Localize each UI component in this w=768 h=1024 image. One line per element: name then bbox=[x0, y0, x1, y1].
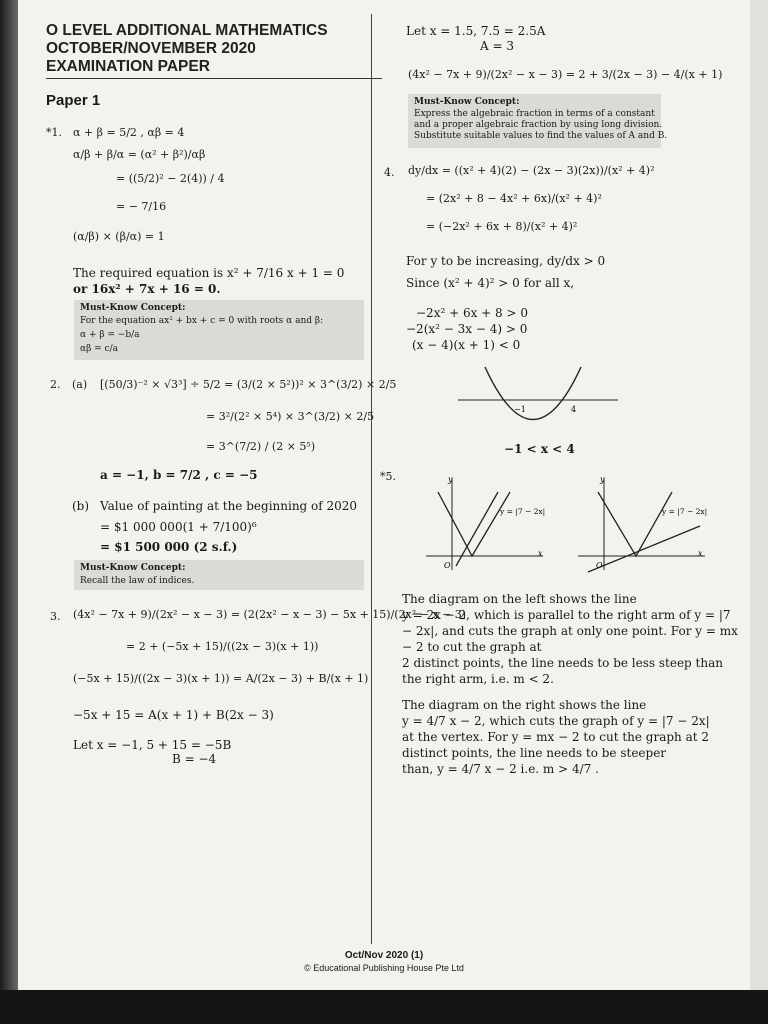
q3-let-2-result: A = 3 bbox=[480, 39, 514, 53]
q2-eq-2: = 3²/(2² × 5⁴) × 3^(3/2) × 2/5 bbox=[206, 410, 375, 423]
q5-para2-line5: than, y = 4/7 x − 2 i.e. m > 4/7 . bbox=[402, 762, 599, 776]
q2-concept-text: Recall the law of indices. bbox=[80, 576, 195, 586]
q2-answer-a: a = −1, b = 7/2 , c = −5 bbox=[100, 468, 258, 482]
q5-number: *5. bbox=[380, 470, 396, 483]
q4-graph-root-1: −1 bbox=[514, 405, 526, 414]
q5-para2-line3: at the vertex. For y = mx − 2 to cut the graph at 2 bbox=[402, 730, 710, 744]
q4-since: Since (x² + 4)² > 0 for all x, bbox=[406, 276, 575, 290]
q5-para2-line1: The diagram on the right shows the line bbox=[402, 698, 647, 712]
q3-number: 3. bbox=[50, 610, 61, 623]
q1-step-2: = ((5/2)² − 2(4)) / 4 bbox=[116, 172, 225, 185]
q2-concept-title: Must-Know Concept: bbox=[80, 563, 186, 573]
q4-eq-1: dy/dx = ((x² + 4)(2) − (2x − 3)(2x))/(x² + 4)² bbox=[408, 164, 655, 177]
document-page bbox=[18, 0, 750, 990]
q5-para2-line2: y = 4/7 x − 2, which cuts the graph of y = |7 − 2x| bbox=[402, 714, 710, 728]
paper-title: Paper 1 bbox=[46, 92, 101, 109]
q1-product: (α/β) × (β/α) = 1 bbox=[73, 230, 165, 243]
q3-result: (4x² − 7x + 9)/(2x² − x − 3) = 2 + 3/(2x − 3) − 4/(x + 1) bbox=[408, 68, 723, 81]
q2-eq-3: = 3^(7/2) / (2 × 5⁵) bbox=[206, 440, 316, 453]
q5-para2-line4: distinct points, the line needs to be steeper bbox=[402, 746, 667, 760]
q5-para1-line3: − 2x|, and cuts the graph at only one point. For y = mx bbox=[402, 624, 738, 638]
q3-eq-2: = 2 + (−5x + 15)/((2x − 3)(x + 1)) bbox=[126, 640, 319, 653]
q3-concept-line-1: Express the algebraic fraction in terms of a constant bbox=[414, 109, 655, 119]
q3-concept-line-3: Substitute suitable values to find the values of A and B. bbox=[414, 131, 668, 141]
page-edge-shadow-bottom bbox=[0, 990, 768, 1024]
q4-number: 4. bbox=[384, 166, 395, 179]
q4-eq-3: = (−2x² + 6x + 8)/(x² + 4)² bbox=[426, 220, 578, 233]
q4-quadratic-graph bbox=[458, 362, 618, 438]
q3-concept-line-2: and a proper algebraic fraction by using long division. bbox=[414, 120, 663, 130]
q5-left-curve-label: y = |7 − 2x| bbox=[500, 507, 546, 516]
q5-left-y-label: y bbox=[448, 475, 453, 484]
q2-part-a: (a) bbox=[72, 378, 88, 391]
page-edge-right bbox=[750, 0, 768, 1024]
q5-right-y-label: y bbox=[600, 475, 605, 484]
q3-eq-4: −5x + 15 = A(x + 1) + B(2x − 3) bbox=[73, 708, 274, 722]
q4-eq-2: = (2x² + 8 − 4x² + 6x)/(x² + 4)² bbox=[426, 192, 602, 205]
q2-number: 2. bbox=[50, 378, 61, 391]
q1-concept-text: For the equation ax² + bx + c = 0 with roots α and β: bbox=[80, 316, 324, 326]
q4-graph-curve bbox=[485, 367, 581, 420]
q2-b-eq: = $1 000 000(1 + 7/100)⁶ bbox=[100, 520, 257, 534]
q5-right-origin: O bbox=[596, 561, 603, 570]
q4-increasing: For y to be increasing, dy/dx > 0 bbox=[406, 254, 606, 268]
page-header bbox=[46, 22, 386, 76]
q1-concept-box bbox=[74, 300, 364, 360]
q3-eq-3: (−5x + 15)/((2x − 3)(x + 1)) = A/(2x − 3) + B/(x + 1) bbox=[73, 672, 369, 685]
header-rule bbox=[46, 78, 382, 79]
q1-given: α + β = 5/2 , αβ = 4 bbox=[73, 126, 185, 139]
q5-left-line bbox=[456, 492, 498, 566]
footer-exam-label: Oct/Nov 2020 (1) bbox=[344, 950, 424, 961]
header-line-2: OCTOBER/NOVEMBER 2020 bbox=[46, 40, 256, 57]
q5-para1-line1: The diagram on the left shows the line bbox=[402, 592, 637, 606]
q5-right-line bbox=[588, 526, 700, 572]
q4-ineq-2: −2(x² − 3x − 4) > 0 bbox=[406, 322, 528, 336]
page-edge-shadow-left bbox=[0, 0, 18, 1024]
q3-let-2: Let x = 1.5, 7.5 = 2.5A bbox=[406, 24, 546, 38]
column-divider bbox=[371, 14, 372, 944]
q5-left-origin: O bbox=[444, 561, 451, 570]
q2-b-answer: = $1 500 000 (2 s.f.) bbox=[100, 540, 238, 554]
header-line-3: EXAMINATION PAPER bbox=[46, 58, 210, 75]
q5-left-x-label: x bbox=[538, 549, 543, 558]
q5-left-graph bbox=[418, 474, 548, 574]
q5-right-graph bbox=[570, 474, 720, 574]
q5-para1-line2: y = 2x − 2, which is parallel to the right arm of y = |7 bbox=[402, 608, 731, 622]
q3-let-1: Let x = −1, 5 + 15 = −5B bbox=[73, 738, 232, 752]
q1-step-3: = − 7/16 bbox=[116, 200, 167, 213]
header-line-1: O LEVEL ADDITIONAL MATHEMATICS bbox=[46, 22, 328, 39]
q3-let-1-result: B = −4 bbox=[172, 752, 217, 766]
q1-concept-title: Must-Know Concept: bbox=[80, 303, 186, 313]
q4-ineq-3: (x − 4)(x + 1) < 0 bbox=[412, 338, 521, 352]
footer-copyright: © Educational Publishing House Pte Ltd bbox=[304, 963, 464, 973]
q1-conclusion-1: The required equation is x² + 7/16 x + 1 = 0 bbox=[73, 266, 345, 280]
q1-concept-formula-2: αβ = c/a bbox=[80, 344, 118, 354]
q3-eq-1: (4x² − 7x + 9)/(2x² − x − 3) = (2(2x² − x − 3) − 5x + 15)/(2x² − x − 3) bbox=[73, 608, 467, 621]
q1-concept-formula-1: α + β = −b/a bbox=[80, 330, 140, 340]
q1-number: *1. bbox=[46, 126, 62, 139]
q4-graph-root-2: 4 bbox=[571, 405, 577, 414]
q2-concept-box bbox=[74, 560, 364, 590]
q1-sum-lhs: α/β + β/α = (α² + β²)/αβ bbox=[73, 148, 206, 161]
q4-ineq-1: −2x² + 6x + 8 > 0 bbox=[416, 306, 528, 320]
q5-right-x-label: x bbox=[698, 549, 703, 558]
q1-conclusion-2: or 16x² + 7x + 16 = 0. bbox=[73, 282, 221, 296]
q5-right-curve-label: y = |7 − 2x| bbox=[662, 507, 708, 516]
q5-left-v-curve bbox=[438, 492, 510, 556]
q2-eq-1: [(50/3)⁻² × √3³] ÷ 5/2 = (3/(2 × 5²))² × 3^(3/2) × 2/5 bbox=[100, 378, 397, 391]
q2-b-text: Value of painting at the beginning of 2020 bbox=[100, 499, 358, 513]
q5-para1-line6: the right arm, i.e. m < 2. bbox=[402, 672, 554, 686]
q3-concept-title: Must-Know Concept: bbox=[414, 97, 520, 107]
q5-para1-line5: 2 distinct points, the line needs to be less steep than bbox=[402, 656, 723, 670]
q5-para1-line4: − 2 to cut the graph at bbox=[402, 640, 542, 654]
q4-answer: −1 < x < 4 bbox=[504, 442, 575, 456]
q5-right-v-curve bbox=[598, 492, 672, 556]
q2-part-b: (b) bbox=[72, 499, 90, 513]
q3-concept-box bbox=[408, 94, 668, 148]
